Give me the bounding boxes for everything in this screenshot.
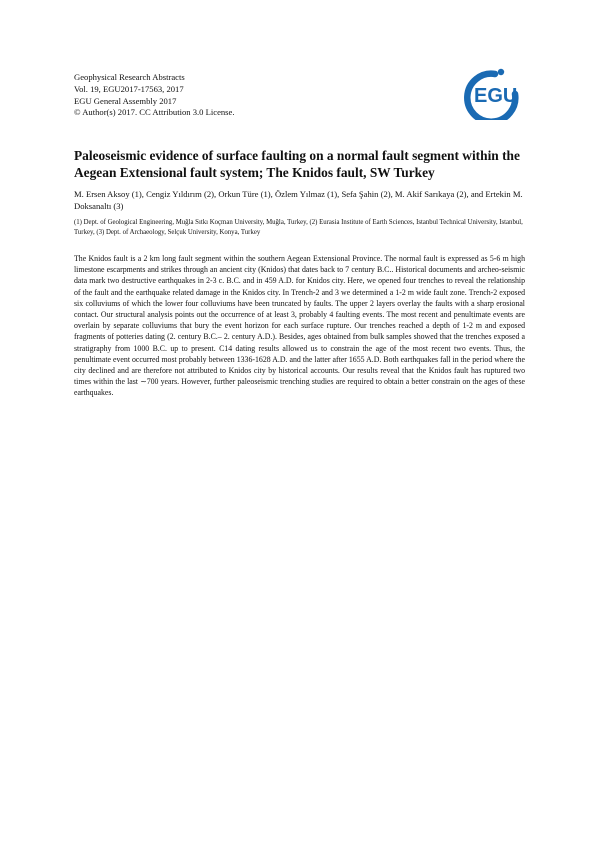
author-list: M. Ersen Aksoy (1), Cengiz Yıldırım (2), Orkun Türe (1), Özlem Yılmaz (1), Sefa Şahin (2), M. Akif Sarıkaya (2), and Ertekin M. Doksanaltı (3)	[74, 189, 523, 211]
license-info: © Author(s) 2017. CC Attribution 3.0 License.	[74, 107, 235, 118]
logo-text: EGU	[474, 85, 518, 107]
paper-title: Paleoseismic evidence of surface faulting on a normal fault segment within the Aegean Extensional fault system; The Knidos fault, SW Turkey	[74, 148, 520, 180]
journal-name: Geophysical Research Abstracts	[74, 72, 185, 82]
logo-arc-dot	[498, 69, 504, 75]
volume-info: Vol. 19, EGU2017-17563, 2017	[74, 83, 184, 94]
assembly-info: EGU General Assembly 2017	[74, 95, 177, 106]
egu-logo	[457, 66, 521, 120]
abstract-body: The Knidos fault is a 2 km long fault segment within the southern Aegean Extensional Province. The normal fault is expressed as 5-6 m high limestone escarpments and strikes through an ancient city (Knidos) that dates back to 7 century B.C.. Historical documents and archeo-seismic data mark two destructive earthquakes in 2-3 c. B.C. and in 459 A.D. for Knidos city. Here, we opened four trenches to reveal the relationship of the fault and the earthquake related damage in the Knidos city. In Trench-2 and 3 we determined a 1-2 m wide fault zone. Trench-2 exposed six colluviums of which the lower four colluviums have been truncated by faults. The upper 2 layers overlay the faults with a sharp erosional contact. Our structural analysis points out the occurrence of at least 3, probably 4 faulting events. The most recent and penultimate events are overlain by separate colluviums that bury the event horizon for each surface rupture. Our trenches reached a depth of 1-2 m and exposed fragments of potteries dating (2. century B.C.– 2. century A.D.). Besides, ages obtained from bulk samples showed that the trenches exposed a stratigraphy from 1000 B.C. up to present. C14 dating results allowed us to constrain the age of the most recent two events. Thus, the penultimate event occurred most probably between 1336-1628 A.D. and the latter after 1655 A.D. Both earthquakes fall in the period where the city declined and are therefore not attributed to Knidos city by historical accounts. Our results reveal that the Knidos fault has ruptured two times within the last ∼700 years. However, further paleoseismic trenching studies are required to obtain a better constrain on the ages of these earthquakes.	[74, 254, 525, 398]
affiliations: (1) Dept. of Geological Engineering, Muğla Sıtkı Koçman University, Muğla, Turkey, (2) Eurasia Institute of Earth Sciences, Istanbul Technical University, Istanbul, Turkey, (3) Dept. of Archaeology, Selçuk University, Konya, Turkey	[74, 219, 523, 236]
header-meta	[74, 72, 235, 119]
